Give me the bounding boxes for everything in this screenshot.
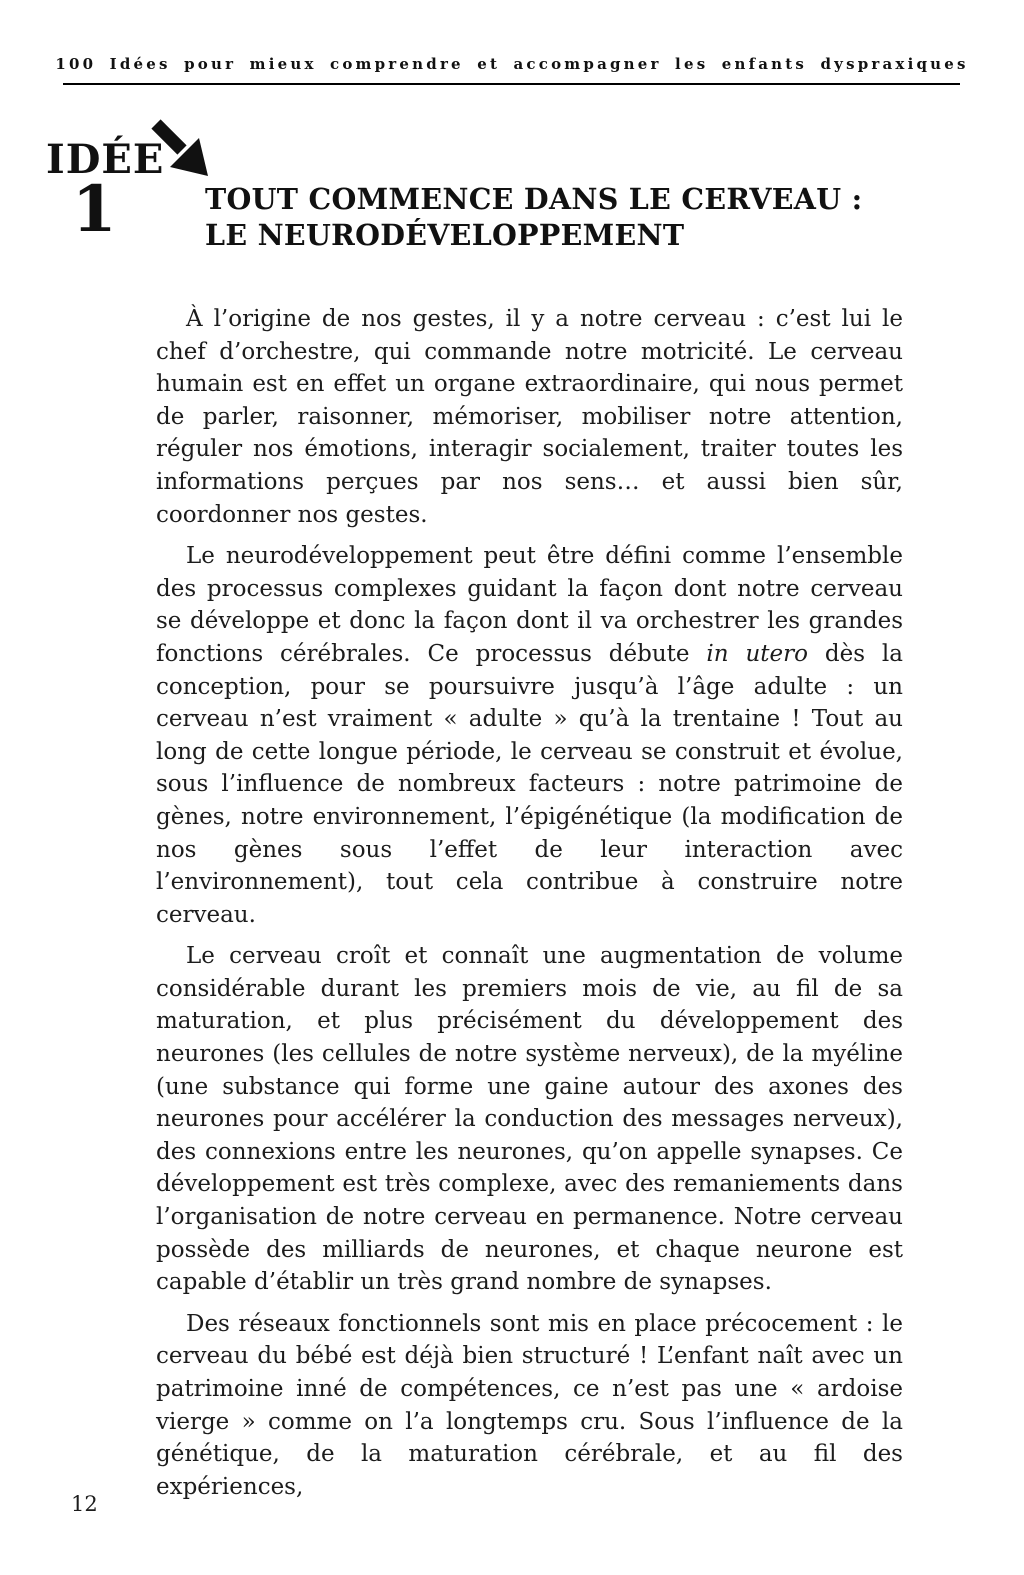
paragraph-2-before: Le neurodéveloppement peut être défini comme l’ensemble des processus complexes guidant la façon dont notre cerveau se développe et donc la façon dont il va orchestrer les grandes fonctions cérébrales. Ce processus débute — [156, 543, 903, 667]
paragraph-4: Des réseaux fonctionnels sont mis en place précocement : le cerveau du bébé est déjà bien structuré ! L’enfant naît avec un patrimoine inné de compétences, ce n’est pas une « ardoise vierge » comme on l’a longtemps cru. Sous l’influence de la génétique, de la maturation cérébrale, et au fil des expériences, — [156, 1310, 903, 1500]
header-rule — [63, 83, 960, 85]
running-header: 100 Idées pour mieux comprendre et accompagner les enfants dyspraxiques — [55, 55, 969, 73]
italic-phrase: in utero — [706, 640, 808, 667]
chapter-title-line2: LE NEURODÉVELOPPEMENT — [205, 218, 685, 252]
page-number: 12 — [71, 1492, 98, 1516]
chapter-title-line1: TOUT COMMENCE DANS LE CERVEAU : — [205, 182, 863, 216]
paragraph-3: Le cerveau croît et connaît une augmentation de volume considérable durant les premiers mois de vie, au fil de sa maturation, et plus précisément du développement des neurones (les cellules de notre système nerveux), de la myéline (une substance qui forme une gaine autour des axones des neurones pour accélérer la conduction des messages nerveux), des connexions entre les neurones, qu’on appelle synapses. Ce développement est très complexe, avec des remaniements dans l’organisation de notre cerveau en permanence. Notre cerveau possède des milliards de neurones, et chaque neurone est capable d’établir un très grand nombre de synapses. — [156, 943, 903, 1296]
paragraph-1: À l’origine de nos gestes, il y a notre cerveau : c’est lui le chef d’orchestre, qui commande notre motricité. Le cerveau humain est en effet un organe extraordinaire, qui nous permet de parler, raisonner, mémoriser, mobiliser notre attention, réguler nos émotions, interagir socialement, traiter toutes les informations perçues par nos sens… et aussi bien sûr, coordonner nos gestes. — [156, 306, 903, 528]
diagonal-down-right-arrow-icon — [150, 118, 214, 182]
idea-number: 1 — [72, 172, 117, 247]
chapter-title — [205, 181, 925, 253]
paragraph-2-after: dès la conception, pour se poursuivre jusqu’à l’âge adulte : un cerveau n’est vraiment « adulte » qu’à la trentaine ! Tout au long de cette longue période, le cerveau se construit et évolue, sous l’influence de nombreux facteurs : notre patrimoine de gènes, notre environnement, l’épigénétique (la modification de nos gènes sous l’effet de leur interaction avec l’environnement), tout cela contribue à construire notre cerveau. — [156, 640, 903, 928]
body-text — [156, 303, 903, 1512]
paragraph-2 — [156, 540, 903, 931]
idea-label: IDÉE — [46, 136, 165, 183]
